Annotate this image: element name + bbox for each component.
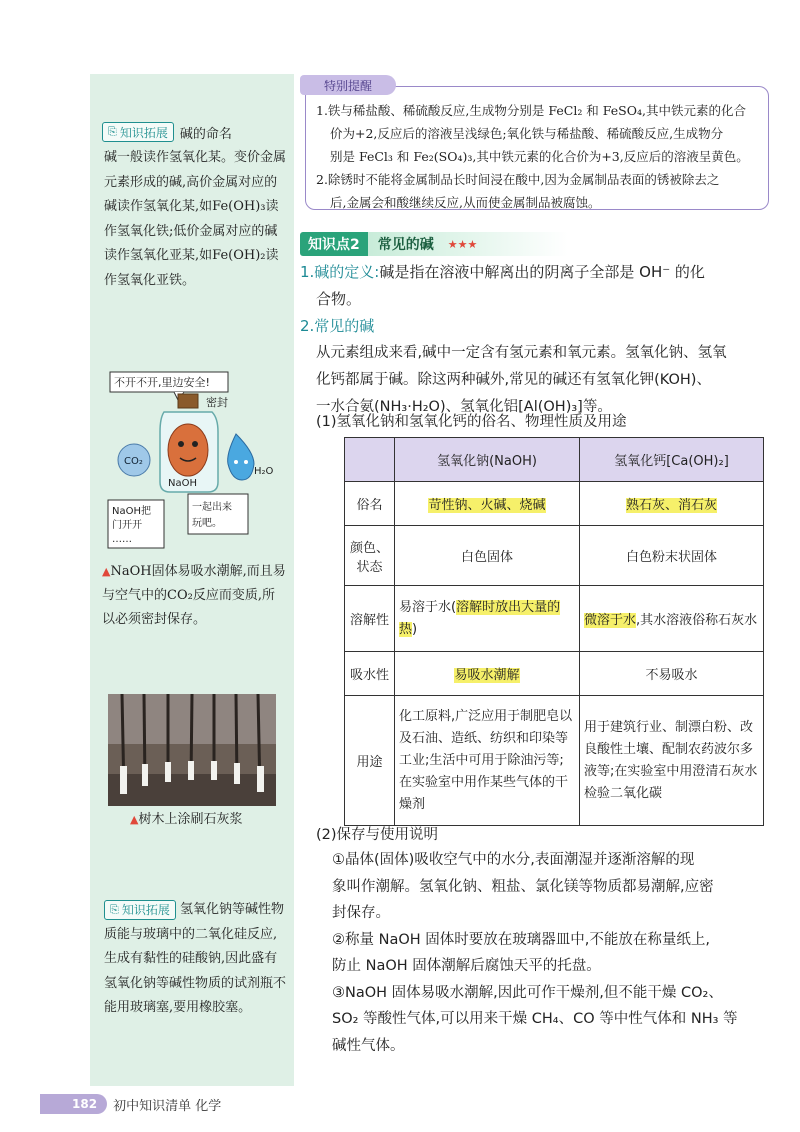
highlight-text: 微溶于水 bbox=[584, 613, 637, 628]
highlight-text: 苛性钠、火碱、烧碱 bbox=[428, 498, 546, 513]
ext1-title: 碱的命名 bbox=[179, 126, 232, 142]
bubble-left-line3: …… bbox=[112, 534, 132, 545]
triangle-icon: ▲ bbox=[102, 565, 111, 578]
naoh-note: ▲NaOH固体易吸水潮解,而且易与空气中的CO₂反应而变质,所以必须密封保存。 bbox=[102, 564, 286, 627]
col-header-caoh2: 氢氧化钙[Ca(OH)₂] bbox=[580, 438, 764, 482]
table-heading: (1)氢氧化钠和氢氧化钙的俗名、物理性质及用途 bbox=[316, 414, 627, 430]
ext1-header bbox=[102, 122, 232, 142]
table-cell: 白色粉末状固体 bbox=[580, 526, 764, 586]
bubble-right-line2: 玩吧。 bbox=[192, 518, 222, 529]
page-footer bbox=[40, 1092, 221, 1116]
ext1-text: 碱一般读作氢氧化某。变价金属元素形成的碱,高价金属对应的碱读作氢氧化某,如Fe(OH)₃读作氢氧化铁;低价金属对应的碱读作氢氧化亚某,如Fe(OH)₂读作氢氧化亚铁。 bbox=[104, 150, 287, 288]
cartoon-drawing bbox=[104, 362, 280, 552]
table-cell bbox=[580, 586, 764, 652]
notice-box bbox=[305, 86, 769, 210]
star-rating-icon: ★★★ bbox=[447, 237, 478, 251]
note-line: ②称量 NaOH 固体时要放在玻璃器皿中,不能放在称量纸上, bbox=[332, 931, 710, 948]
definition-heading: 1.碱的定义: bbox=[300, 263, 380, 281]
table-row bbox=[345, 482, 764, 526]
ext1-tag: ⎘ 知识拓展 bbox=[102, 122, 174, 142]
row-header: 颜色、状态 bbox=[345, 526, 395, 586]
ext2-text: 氢氧化钠等碱性物质能与玻璃中的二氧化硅反应,生成有黏性的硅酸钠,因此盛有氢氧化钠等碱性物质的试剂瓶不能用玻璃塞,要用橡胶塞。 bbox=[104, 902, 287, 1015]
note-line: ③NaOH 固体易吸水潮解,因此可作干燥剂,但不能干燥 CO₂、 bbox=[332, 984, 723, 1001]
highlight-text: 熟石灰、消石灰 bbox=[625, 498, 717, 513]
cell-text: ,其水溶液俗称石灰水 bbox=[636, 613, 758, 628]
row-header: 俗名 bbox=[345, 482, 395, 526]
photo-caption: ▲树木上涂刷石灰浆 bbox=[130, 812, 243, 827]
comparison-table bbox=[344, 437, 764, 826]
bookmark-icon: ⎘ bbox=[108, 125, 117, 138]
bubble-left-line1: NaOH把 bbox=[112, 506, 151, 517]
intro-line: 从元素组成来看,碱中一定含有氢元素和氧元素。氢氧化钠、氢氧 bbox=[316, 345, 727, 361]
triangle-icon: ▲ bbox=[130, 813, 139, 826]
table-row bbox=[345, 696, 764, 826]
speech-top-text: 不开不开,里边安全! bbox=[114, 376, 210, 389]
table-cell: 不易吸水 bbox=[580, 652, 764, 696]
table-cell bbox=[580, 482, 764, 526]
co2-text: CO₂ bbox=[124, 456, 143, 467]
table-row bbox=[345, 586, 764, 652]
tree-photo-drawing bbox=[108, 694, 276, 806]
bubble-left-line2: 门开开 bbox=[112, 520, 142, 531]
note-line: 防止 NaOH 固体潮解后腐蚀天平的托盘。 bbox=[332, 958, 601, 974]
storage-heading: (2)保存与使用说明 bbox=[316, 827, 439, 843]
notice-line: 2.除锈时不能将金属制品长时间浸在酸中,因为金属制品表面的锈被除去之 bbox=[316, 172, 720, 187]
note-line: 封保存。 bbox=[332, 905, 390, 921]
cell-text: 易溶于水( bbox=[399, 599, 457, 615]
definition-text: 碱是指在溶液中解离出的阴离子全部是 OH⁻ 的化 bbox=[379, 263, 705, 281]
table-row bbox=[345, 526, 764, 586]
table-cell: 化工原料,广泛应用于制肥皂以及石油、造纸、纺织和印染等工业;生活中可用于除油污等;在实验室中用作某些气体的干燥剂 bbox=[395, 696, 580, 826]
row-header: 用途 bbox=[345, 696, 395, 826]
col-header-naoh: 氢氧化钠(NaOH) bbox=[395, 438, 580, 482]
page-number: 182 bbox=[40, 1094, 107, 1114]
table-row bbox=[345, 652, 764, 696]
notice-tag: 特别提醒 bbox=[300, 75, 396, 95]
knowledge-point-header bbox=[300, 232, 477, 256]
note-line: 象叫作潮解。氢氧化钠、粗盐、氯化镁等物质都易潮解,应密 bbox=[332, 878, 714, 895]
seal-text: 密封 bbox=[206, 396, 228, 409]
kp-title: 常见的碱 bbox=[368, 232, 568, 256]
tree-photo bbox=[108, 694, 276, 806]
highlight-text: 溶解时放出大量的热 bbox=[399, 599, 561, 637]
definition bbox=[300, 259, 770, 313]
bookmark-icon: ⎘ bbox=[110, 903, 119, 916]
book-title: 初中知识清单 化学 bbox=[113, 1098, 222, 1114]
notice-line: 1.铁与稀盐酸、稀硫酸反应,生成物分别是 FeCl₂ 和 FeSO₄,其中铁元素的化合 bbox=[316, 103, 746, 118]
intro-line: 化钙都属于碱。除这两种碱外,常见的碱还有氢氧化钾(KOH)、 bbox=[316, 372, 711, 388]
note-line: 碱性气体。 bbox=[332, 1037, 405, 1054]
bubble-right-line1: 一起出来 bbox=[192, 502, 232, 513]
note-line: SO₂ 等酸性气体,可以用来干燥 CH₄、CO 等中性气体和 NH₃ 等 bbox=[332, 1011, 738, 1027]
naoh-text: NaOH bbox=[168, 478, 197, 489]
kp-label: 知识点2 bbox=[300, 232, 368, 256]
notice-line: 价为+2,反应后的溶液呈浅绿色;氧化铁与稀盐酸、稀硫酸反应,生成物分 bbox=[330, 126, 724, 141]
notice-line: 别是 FeCl₃ 和 Fe₂(SO₄)₃,其中铁元素的化合价为+3,反应后的溶液呈黄色。 bbox=[330, 149, 749, 164]
table-cell: 白色固体 bbox=[395, 526, 580, 586]
notice-line: 后,金属会和酸继续反应,从而使金属制品被腐蚀。 bbox=[330, 195, 601, 210]
ext2-block bbox=[104, 898, 286, 1021]
intro-line: 一水合氨(NH₃·H₂O)、氢氧化铝[Al(OH)₃]等。 bbox=[316, 399, 612, 415]
row-header: 吸水性 bbox=[345, 652, 395, 696]
definition-text-cont: 合物。 bbox=[316, 290, 362, 308]
cartoon-illustration bbox=[104, 362, 280, 552]
cell-text: ) bbox=[412, 621, 418, 637]
table-cell bbox=[395, 652, 580, 696]
table-header-row bbox=[345, 438, 764, 482]
row-header: 溶解性 bbox=[345, 586, 395, 652]
ext2-tag: ⎘ 知识拓展 bbox=[104, 900, 176, 920]
table-cell bbox=[395, 586, 580, 652]
common-bases-heading: 2.常见的碱 bbox=[300, 317, 375, 335]
highlight-text: 易吸水潮解 bbox=[454, 668, 520, 683]
h2o-text: H₂O bbox=[254, 466, 274, 477]
storage-notes bbox=[332, 847, 772, 1059]
table-cell bbox=[395, 482, 580, 526]
table-cell: 用于建筑行业、制漂白粉、改良酸性土壤、配制农药波尔多液等;在实验室中用澄清石灰水检验二氧化碳 bbox=[580, 696, 764, 826]
table-corner bbox=[345, 438, 395, 482]
note-line: ①晶体(固体)吸收空气中的水分,表面潮湿并逐渐溶解的现 bbox=[332, 852, 695, 868]
